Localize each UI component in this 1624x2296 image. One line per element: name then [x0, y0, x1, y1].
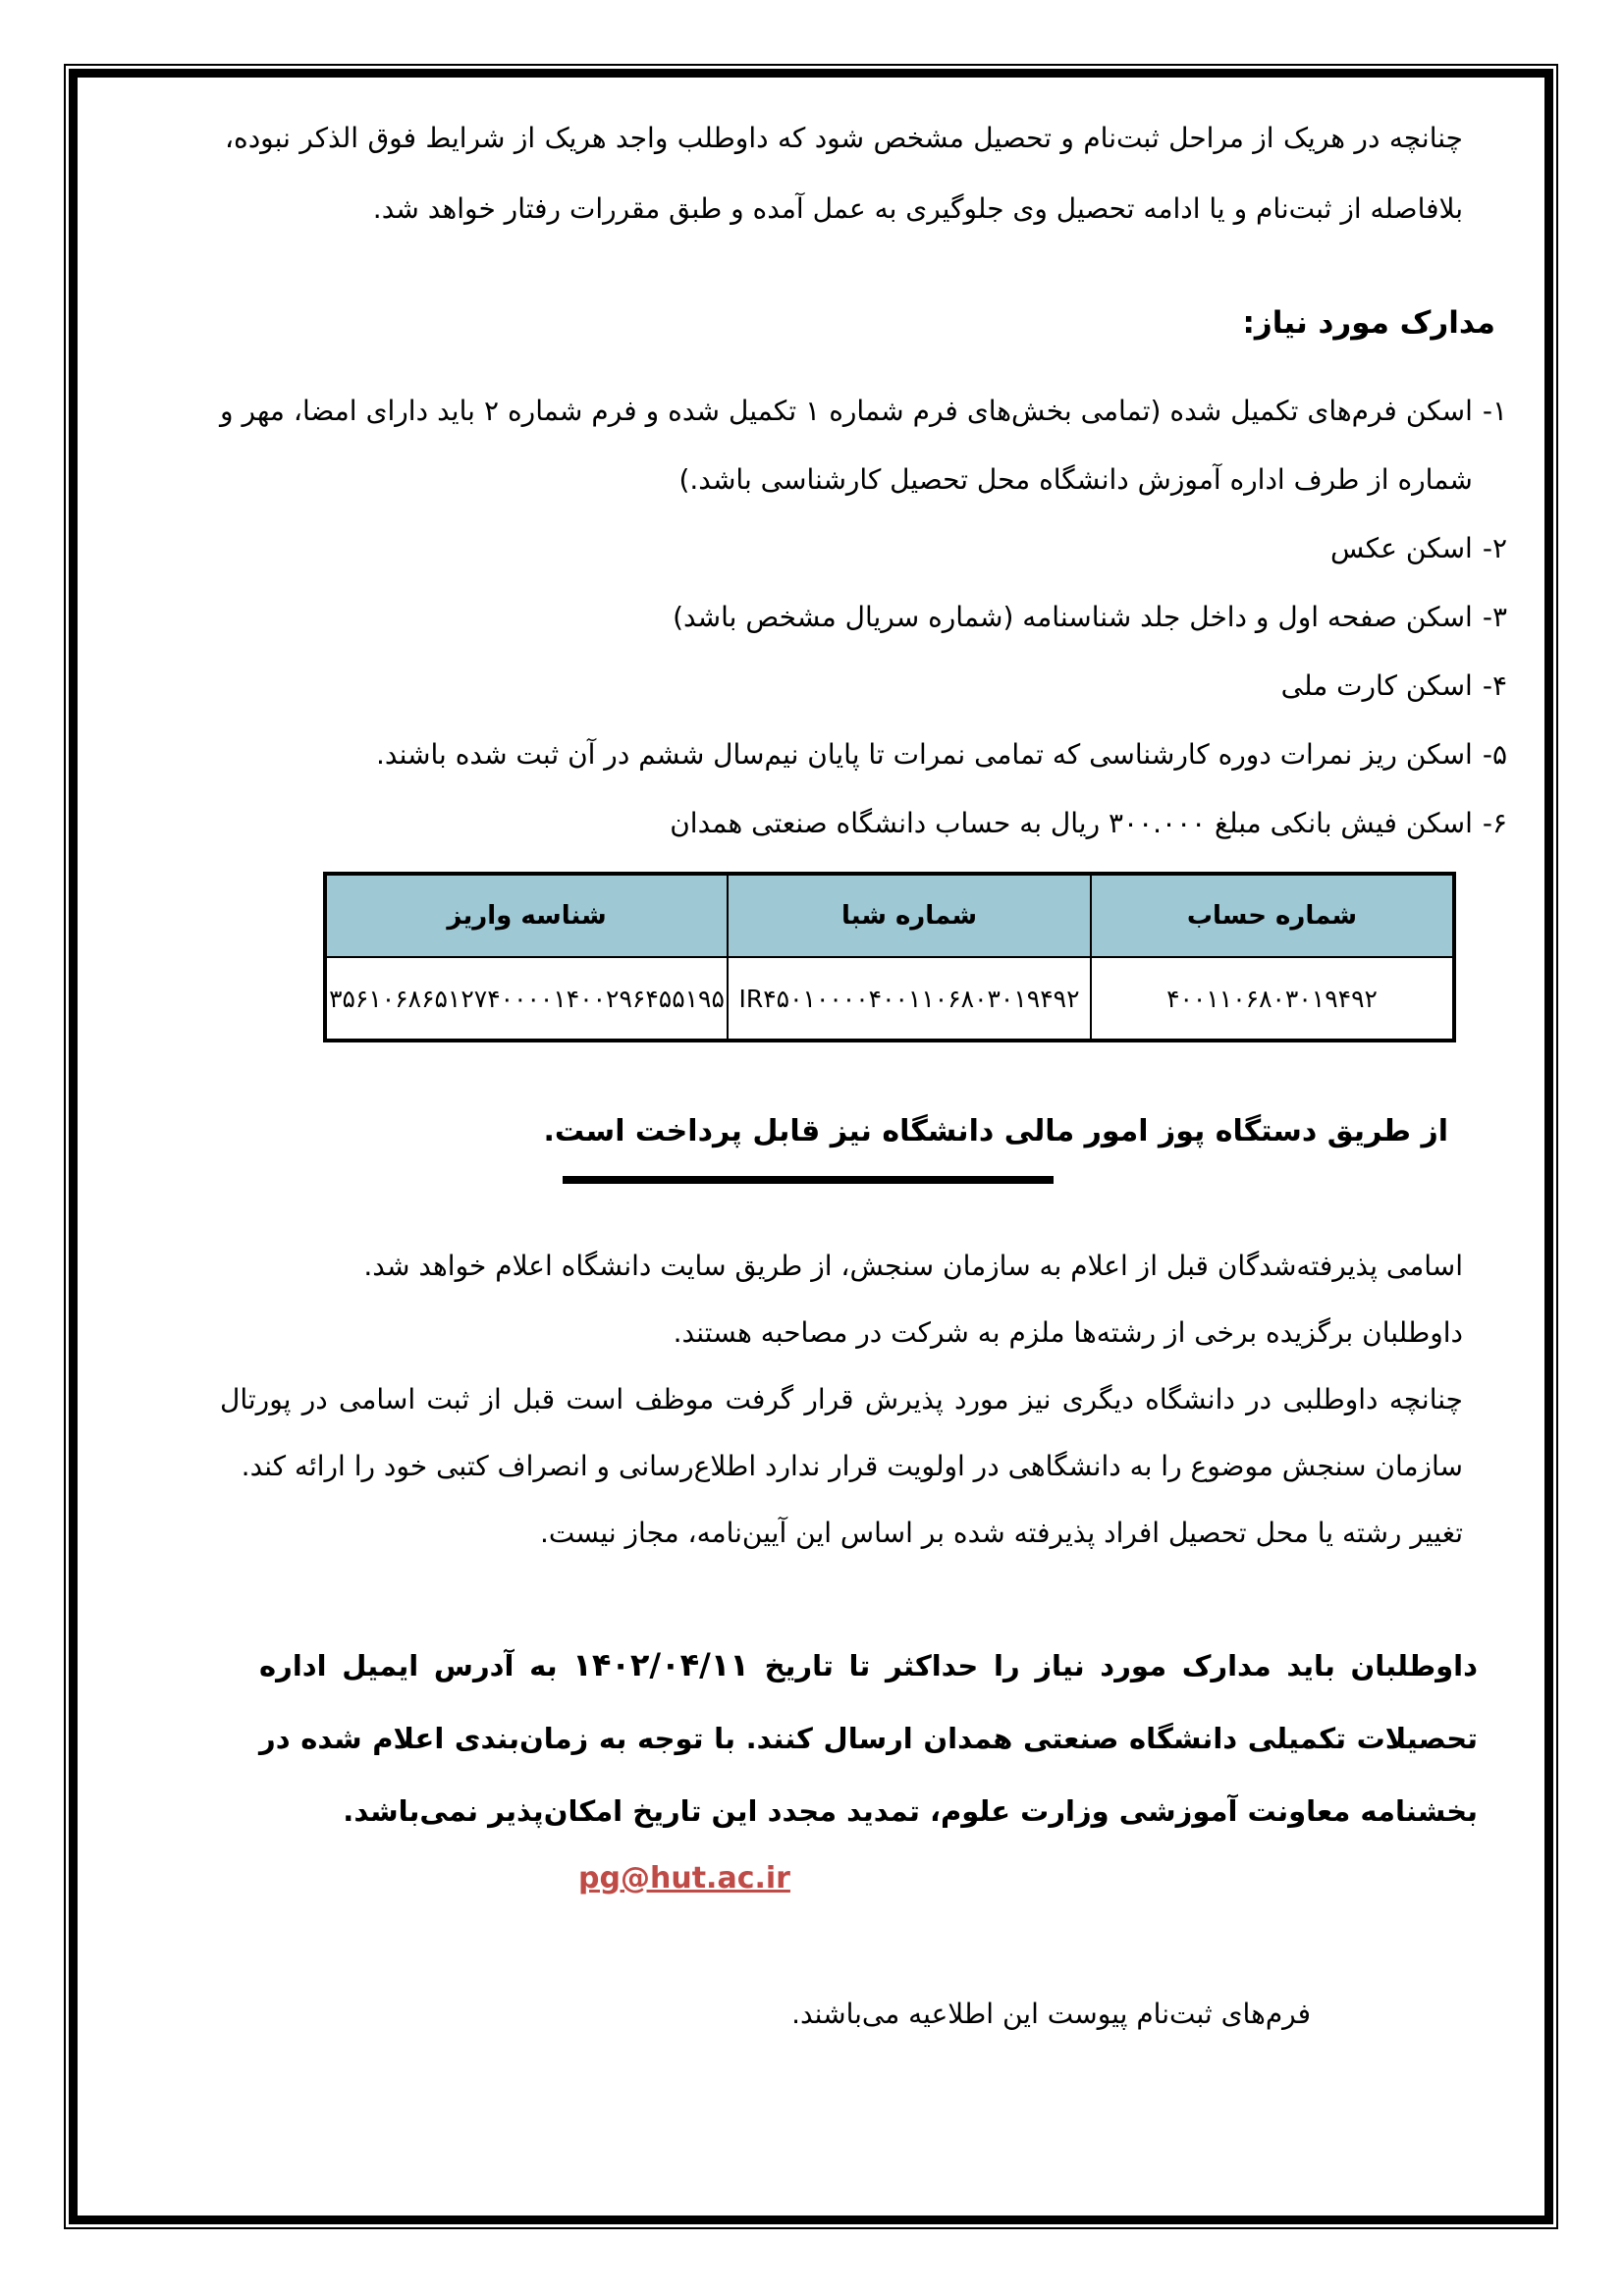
required-documents-heading: مدارک مورد نیاز:: [1242, 305, 1495, 341]
divider-bar: [563, 1176, 1054, 1184]
email-row: [166, 1855, 1507, 1906]
bank-account-table: [323, 872, 1456, 1042]
list-item-number: ۲-: [1482, 532, 1507, 564]
list-item-text: اسکن ریز نمرات دوره کارشناسی که تمامی نمرات تا پایان نیم‌سال ششم در آن ثبت شده باشند.: [375, 738, 1473, 771]
info-line: تغییر رشته یا محل تحصیل افراد پذیرفته شده بر اساس این آیین‌نامه، مجاز نیست.: [540, 1517, 1463, 1549]
account-number-header: شماره حساب: [1091, 874, 1454, 957]
list-item: [166, 377, 1507, 514]
list-item-number: ۳-: [1482, 601, 1507, 633]
list-item-number: ۵-: [1482, 738, 1507, 771]
info-line: چنانچه داوطلبی در دانشگاه دیگری نیز مورد پذیرش قرار گرفت موظف است قبل از ثبت اسامی در پورتال سازمان سنجش موضوع را به دانشگاهی در اولویت قرار ندارد اطلاع‌رسانی و انصراف کتبی خود را ارائه کند.: [220, 1383, 1463, 1482]
info-line: داوطلبان برگزیده برخی از رشته‌ها ملزم به شرکت در مصاحبه هستند.: [673, 1316, 1463, 1349]
list-item-text: اسکن فرم‌های تکمیل شده (تمامی بخش‌های فرم شماره ۱ تکمیل شده و فرم شماره ۲ باید دارای امضا، مهر و شماره از طرف اداره آموزش دانشگاه محل تحصیل کارشناسی باشد.): [220, 395, 1473, 496]
list-item: [166, 721, 1507, 789]
deadline-text-after: به آدرس ایمیل اداره تحصیلات تکمیلی دانشگاه صنعتی همدان ارسال کنند. با توجه به زمان‌بندی اعلام شده در بخشنامه معاونت آموزشی وزارت علوم، تمدید مجدد این تاریخ امکان‌پذیر نمی‌باشد.: [259, 1649, 1478, 1828]
list-item-text: اسکن کارت ملی: [1280, 669, 1473, 702]
list-item-number: ۶-: [1482, 807, 1507, 839]
table-value-row: [325, 957, 1454, 1041]
info-line: اسامی پذیرفته‌شدگان قبل از اعلام به سازمان سنجش، از طریق سایت دانشگاه اعلام خواهد شد.: [363, 1250, 1463, 1282]
list-item-number: ۴-: [1482, 669, 1507, 702]
list-item-text: اسکن صفحه اول و داخل جلد شناسنامه (شماره سریال مشخص باشد): [673, 601, 1473, 633]
table-header-row: [325, 874, 1454, 957]
intro-paragraph: چنانچه در هریک از مراحل ثبت‌نام و تحصیل مشخص شود که داوطلب واجد هریک از شرایط فوق الذکر نبوده، بلافاصله از ثبت‌نام و یا ادامه تحصیل وی جلوگیری به عمل آمده و طبق مقررات رفتار خواهد شد.: [225, 122, 1463, 225]
list-item-number: ۱-: [1482, 395, 1507, 427]
pos-payment-note: از طریق دستگاه پوز امور مالی دانشگاه نیز قابل پرداخت است.: [543, 1114, 1448, 1148]
deadline-paragraph: [166, 1629, 1507, 1847]
payment-id-value: ۳۵۶۱۰۶۸۶۵۱۲۷۴۰۰۰۰۱۴۰۰۲۹۶۴۵۵۱۹۵: [325, 957, 728, 1041]
iban-value: IR۴۵۰۱۰۰۰۰۴۰۰۱۱۰۶۸۰۳۰۱۹۴۹۲: [728, 957, 1091, 1041]
deadline-date: ۱۴۰۲/۰۴/۱۱: [572, 1646, 749, 1683]
closing-line: فرم‌های ثبت‌نام پیوست این اطلاعیه می‌باشند.: [791, 1998, 1311, 2030]
deadline-text-before: داوطلبان باید مدارک مورد نیاز را حداکثر تا تاریخ: [748, 1649, 1478, 1682]
list-item: [166, 514, 1507, 583]
page-content-area: [69, 69, 1553, 2224]
list-item: [166, 583, 1507, 652]
list-item-text: اسکن عکس: [1330, 532, 1473, 564]
list-item-text: اسکن فیش بانکی مبلغ ۳۰۰.۰۰۰ ریال به حساب دانشگاه صنعتی همدان: [670, 807, 1473, 839]
email-link[interactable]: pg@hut.ac.ir: [578, 1861, 790, 1896]
page-border-frame: [64, 64, 1558, 2229]
list-item: [166, 652, 1507, 721]
required-documents-list: [166, 377, 1507, 858]
iban-header: شماره شبا: [728, 874, 1091, 957]
info-block: [166, 1233, 1507, 1567]
list-item: [166, 789, 1507, 858]
account-number-value: ۴۰۰۱۱۰۶۸۰۳۰۱۹۴۹۲: [1091, 957, 1454, 1041]
payment-id-header: شناسه واریز: [325, 874, 728, 957]
